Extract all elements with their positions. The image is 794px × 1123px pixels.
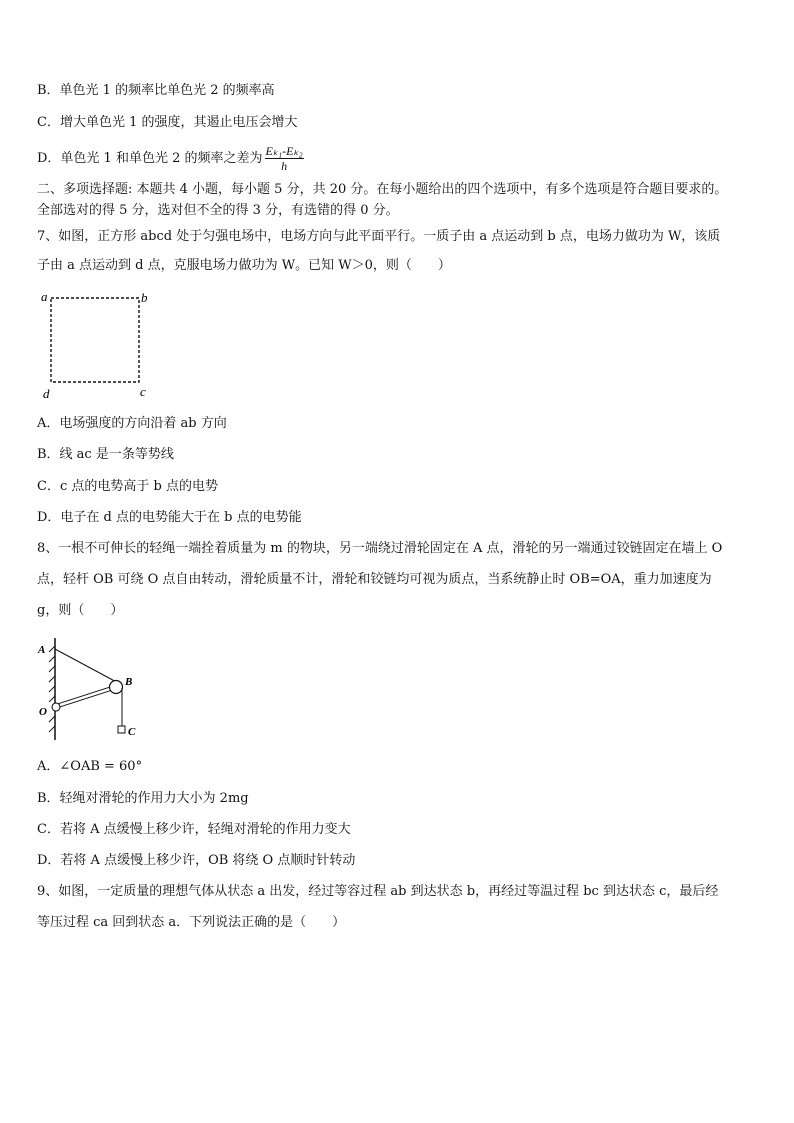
q6-option-d-text: D．单色光 1 和单色光 2 的频率之差为 — [37, 151, 263, 166]
label-a: a — [41, 289, 48, 304]
q8-option-a: A．∠OAB = 60° — [37, 759, 143, 774]
dashed-square — [51, 298, 139, 382]
q8-stem-line1: 8、一根不可伸长的轻绳一端拴着质量为 m 的物块，另一端绕过滑轮固定在 A 点，滑轮的另一端通过铰链固定在墙上 O — [37, 541, 723, 556]
hinge-o — [52, 703, 60, 711]
frequency-difference-fraction — [265, 144, 304, 173]
q9-stem-line2: 等压过程 ca 回到状态 a．下列说法正确的是（ ） — [37, 915, 346, 930]
q7-option-a: A．电场强度的方向沿着 ab 方向 — [37, 416, 227, 431]
q6-option-b: B．单色光 1 的频率比单色光 2 的频率高 — [37, 83, 275, 98]
pulley-b — [110, 681, 123, 694]
q7-option-d: D．电子在 d 点的电势能大于在 b 点的电势能 — [37, 510, 302, 525]
section-2-header-line1: 二、多项选择题: 本题共 4 小题，每小题 5 分，共 20 分。在每小题给出的四个选项中，有多个选项是符合题目要求的。 — [37, 182, 728, 197]
q6-option-d — [37, 144, 304, 173]
wall-hatching — [49, 646, 55, 732]
label-A: A — [38, 644, 46, 656]
q7-option-b: B．线 ac 是一条等势线 — [37, 447, 174, 462]
section-2-header-line2: 全部选对的得 5 分，选对但不全的得 3 分，有选错的得 0 分。 — [37, 203, 399, 218]
label-d: d — [43, 386, 50, 401]
q7-square-figure — [36, 288, 166, 403]
q8-stem-line3: g，则（ ） — [37, 603, 124, 618]
label-B: B — [125, 676, 133, 688]
label-O: O — [39, 706, 47, 718]
fraction-denominator: h — [281, 159, 288, 173]
label-C: C — [128, 726, 136, 738]
q8-pulley-figure — [34, 634, 144, 746]
rope-a-to-b — [55, 649, 122, 685]
q6-option-c: C．增大单色光 1 的强度，其遏止电压会增大 — [37, 115, 298, 130]
q9-stem-line1: 9、如图，一定质量的理想气体从状态 a 出发，经过等容过程 ab 到达状态 b，再经过等温过程 bc 到达状态 c，最后经 — [37, 884, 719, 899]
q8-option-d: D．若将 A 点缓慢上移少许，OB 将绕 O 点顺时针转动 — [37, 853, 356, 868]
block-c — [118, 726, 125, 733]
q7-stem-line2: 子由 a 点运动到 d 点，克服电场力做功为 W。已知 W＞0，则（ ） — [37, 258, 451, 273]
label-c: c — [140, 384, 146, 399]
q8-option-c: C．若将 A 点缓慢上移少许，轻绳对滑轮的作用力变大 — [37, 822, 351, 837]
q8-stem-line2: 点，轻杆 OB 可绕 O 点自由转动，滑轮质量不计，滑轮和铰链均可视为质点，当系统静止时 OB=OA，重力加速度为 — [37, 572, 712, 587]
label-b: b — [141, 290, 148, 305]
q8-option-b: B．轻绳对滑轮的作用力大小为 2mg — [37, 791, 249, 806]
q7-stem-line1: 7、如图，正方形 abcd 处于匀强电场中，电场方向与此平面平行。一质子由 a 点运动到 b 点，电场力做功为 W，该质 — [37, 229, 721, 244]
q7-option-c: C．c 点的电势高于 b 点的电势 — [37, 479, 218, 494]
fraction-numerator: Eₖ₁-Eₖ₂ — [265, 144, 303, 158]
